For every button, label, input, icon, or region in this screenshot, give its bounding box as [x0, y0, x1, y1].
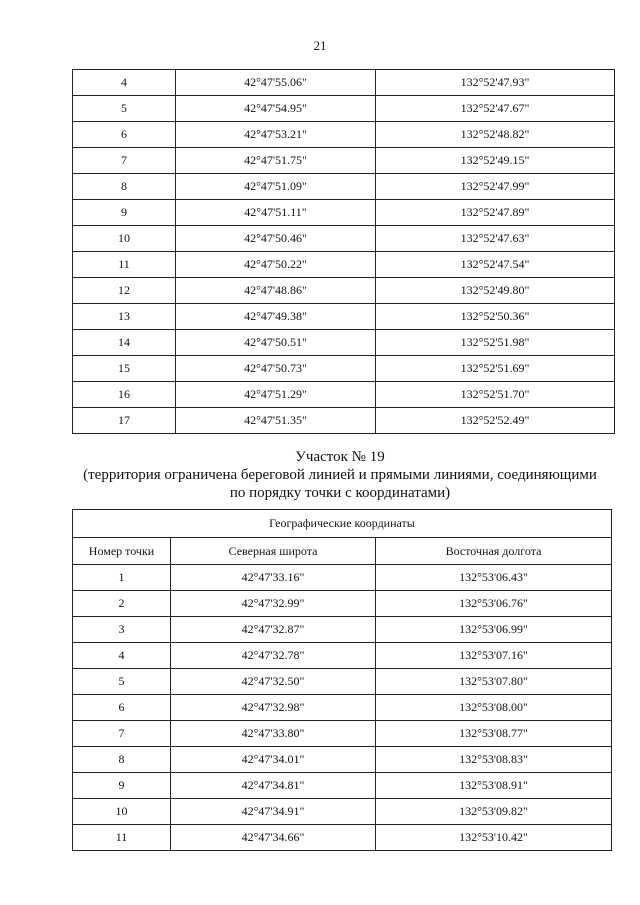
latitude-cell: 42°47'34.01"	[171, 747, 376, 773]
table-body	[73, 565, 612, 851]
longitude-cell: 132°53'08.77"	[376, 721, 612, 747]
longitude-cell: 132°53'06.99"	[376, 617, 612, 643]
latitude-cell: 42°47'32.87"	[171, 617, 376, 643]
longitude-cell: 132°53'08.83"	[376, 747, 612, 773]
point-number-cell: 4	[73, 70, 176, 96]
coordinates-table-section-19	[72, 509, 612, 851]
coordinates-table-continued	[72, 69, 615, 434]
point-number-cell: 3	[73, 617, 171, 643]
longitude-cell: 132°53'06.43"	[376, 565, 612, 591]
point-number-cell: 11	[73, 252, 176, 278]
page-number: 21	[313, 38, 327, 53]
longitude-cell: 132°53'06.76"	[376, 591, 612, 617]
longitude-cell: 132°52'52.49"	[376, 408, 615, 434]
table-row	[73, 643, 612, 669]
table-row	[73, 669, 612, 695]
longitude-cell: 132°52'51.98"	[376, 330, 615, 356]
latitude-cell: 42°47'55.06"	[176, 70, 376, 96]
point-number-cell: 17	[73, 408, 176, 434]
table-row	[73, 747, 612, 773]
longitude-cell: 132°52'47.67"	[376, 96, 615, 122]
longitude-cell: 132°52'47.54"	[376, 252, 615, 278]
section-heading	[0, 448, 640, 502]
latitude-cell: 42°47'51.35"	[176, 408, 376, 434]
point-number-cell: 16	[73, 382, 176, 408]
table-header	[73, 510, 612, 565]
point-number-cell: 9	[73, 773, 171, 799]
table-row	[73, 825, 612, 851]
point-number-cell: 7	[73, 148, 176, 174]
longitude-cell: 132°52'49.15"	[376, 148, 615, 174]
longitude-cell: 132°52'47.89"	[376, 200, 615, 226]
latitude-cell: 42°47'33.80"	[171, 721, 376, 747]
table-row	[73, 721, 612, 747]
table-row	[73, 356, 615, 382]
section-description-line-2: по порядку точки с координатами)	[229, 485, 451, 501]
point-number-cell: 8	[73, 747, 171, 773]
point-number-cell: 13	[73, 304, 176, 330]
latitude-cell: 42°47'51.09"	[176, 174, 376, 200]
table-row	[73, 617, 612, 643]
table-row	[73, 330, 615, 356]
table-row	[73, 226, 615, 252]
longitude-cell: 132°52'50.36"	[376, 304, 615, 330]
longitude-cell: 132°53'09.82"	[376, 799, 612, 825]
table-row	[73, 408, 615, 434]
point-number-cell: 9	[73, 200, 176, 226]
point-number-cell: 2	[73, 591, 171, 617]
latitude-cell: 42°47'33.16"	[171, 565, 376, 591]
table-row	[73, 382, 615, 408]
latitude-cell: 42°47'34.81"	[171, 773, 376, 799]
point-number-cell: 11	[73, 825, 171, 851]
point-number-cell: 5	[73, 96, 176, 122]
latitude-cell: 42°47'34.66"	[171, 825, 376, 851]
longitude-cell: 132°53'07.16"	[376, 643, 612, 669]
group-header-row	[73, 510, 612, 538]
longitude-cell: 132°52'51.69"	[376, 356, 615, 382]
table-row	[73, 695, 612, 721]
point-number-cell: 15	[73, 356, 176, 382]
latitude-cell: 42°47'32.50"	[171, 669, 376, 695]
point-number-cell: 14	[73, 330, 176, 356]
table-row	[73, 122, 615, 148]
longitude-cell: 132°52'47.99"	[376, 174, 615, 200]
table-row	[73, 252, 615, 278]
longitude-cell: 132°53'07.80"	[376, 669, 612, 695]
table-row	[73, 148, 615, 174]
latitude-cell: 42°47'50.51"	[176, 330, 376, 356]
longitude-cell: 132°52'47.63"	[376, 226, 615, 252]
longitude-cell: 132°53'08.00"	[376, 695, 612, 721]
column-header-latitude: Северная широта	[171, 538, 376, 565]
longitude-cell: 132°52'51.70"	[376, 382, 615, 408]
point-number-cell: 10	[73, 799, 171, 825]
latitude-cell: 42°47'50.46"	[176, 226, 376, 252]
latitude-cell: 42°47'53.21"	[176, 122, 376, 148]
latitude-cell: 42°47'32.99"	[171, 591, 376, 617]
point-number-cell: 5	[73, 669, 171, 695]
longitude-cell: 132°53'10.42"	[376, 825, 612, 851]
table-row	[73, 174, 615, 200]
point-number-cell: 4	[73, 643, 171, 669]
latitude-cell: 42°47'50.22"	[176, 252, 376, 278]
table-row	[73, 278, 615, 304]
group-header: Географические координаты	[73, 510, 612, 538]
latitude-cell: 42°47'49.38"	[176, 304, 376, 330]
point-number-cell: 1	[73, 565, 171, 591]
latitude-cell: 42°47'51.11"	[176, 200, 376, 226]
table-row	[73, 773, 612, 799]
latitude-cell: 42°47'50.73"	[176, 356, 376, 382]
latitude-cell: 42°47'48.86"	[176, 278, 376, 304]
point-number-cell: 6	[73, 122, 176, 148]
table-body	[73, 70, 615, 434]
latitude-cell: 42°47'51.75"	[176, 148, 376, 174]
longitude-cell: 132°52'47.93"	[376, 70, 615, 96]
table-row	[73, 591, 612, 617]
section-description-line-1: (территория ограничена береговой линией и прямыми линиями, соединяющими	[83, 467, 597, 483]
point-number-cell: 12	[73, 278, 176, 304]
longitude-cell: 132°53'08.91"	[376, 773, 612, 799]
latitude-cell: 42°47'51.29"	[176, 382, 376, 408]
table-row	[73, 70, 615, 96]
column-header-row	[73, 538, 612, 565]
longitude-cell: 132°52'49.80"	[376, 278, 615, 304]
column-header-point-number: Номер точки	[73, 538, 171, 565]
section-title: Участок № 19	[295, 449, 385, 465]
table-row	[73, 565, 612, 591]
point-number-cell: 7	[73, 721, 171, 747]
latitude-cell: 42°47'34.91"	[171, 799, 376, 825]
table-row	[73, 200, 615, 226]
table-row	[73, 799, 612, 825]
latitude-cell: 42°47'32.98"	[171, 695, 376, 721]
column-header-longitude: Восточная долгота	[376, 538, 612, 565]
point-number-cell: 6	[73, 695, 171, 721]
table-row	[73, 304, 615, 330]
latitude-cell: 42°47'54.95"	[176, 96, 376, 122]
table-row	[73, 96, 615, 122]
longitude-cell: 132°52'48.82"	[376, 122, 615, 148]
point-number-cell: 8	[73, 174, 176, 200]
point-number-cell: 10	[73, 226, 176, 252]
latitude-cell: 42°47'32.78"	[171, 643, 376, 669]
